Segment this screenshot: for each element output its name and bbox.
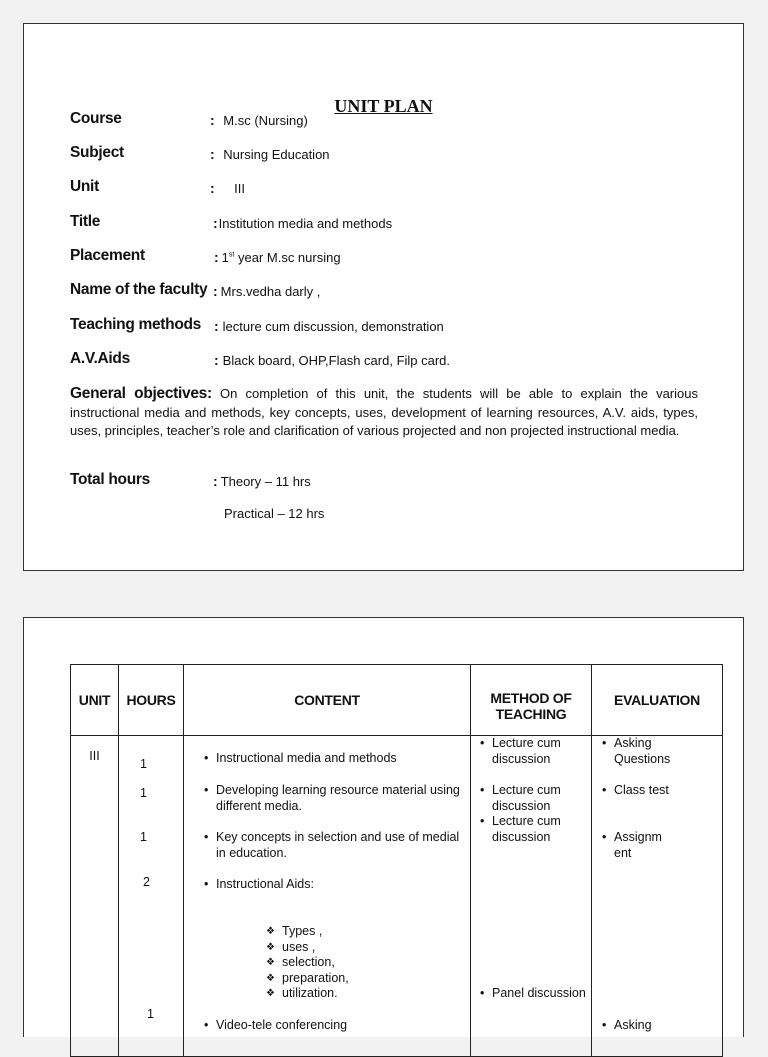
field-value: Practical – 12 hrs (224, 506, 325, 521)
list-item: • Asking Questions (600, 736, 688, 767)
field-value: : 1st year M.sc nursing (214, 249, 341, 265)
page-title: UNIT PLAN (334, 96, 433, 116)
list-item: • Lecture cum discussion (478, 736, 587, 767)
unit-plan-table-page (23, 617, 744, 1037)
list-item: ❖ preparation, (266, 971, 349, 987)
unit-plan-table (70, 664, 723, 1057)
field-value: : Theory – 11 hrs (213, 473, 311, 489)
field-label: Total hours (70, 471, 150, 488)
hours-value: 1 (140, 786, 147, 800)
field-label: Unit (70, 178, 99, 195)
table-header-row (71, 665, 723, 736)
hours-value: 2 (143, 875, 150, 889)
list-item: • Key concepts in selection and use of medial in education. (202, 830, 466, 861)
objectives-text: On completion of this unit, the students will be able to explain the various instructional media and methods, key concepts, uses, development of learning resources, A.V. aids, types, uses, principles, teacher’s role and clarification of various projected and non projected instructional media. (70, 386, 698, 438)
method-cell (471, 736, 592, 1057)
field-value: : Mrs.vedha darly , (213, 283, 321, 299)
field-value: : III (210, 180, 245, 196)
field-label: Teaching methods (70, 316, 201, 333)
header-evaluation: EVALUATION (592, 665, 723, 736)
unit-value: III (89, 749, 100, 763)
list-item: • Lecture cum discussion (478, 783, 587, 814)
general-objectives (70, 385, 698, 441)
content-cell (184, 736, 471, 1057)
hours-value: 1 (147, 1007, 154, 1021)
list-item: ❖ uses , (266, 940, 315, 956)
field-value: : Nursing Education (210, 146, 330, 162)
list-item: ❖ selection, (266, 955, 335, 971)
header-unit: UNIT (71, 665, 119, 736)
objectives-label: General objectives: (70, 385, 212, 402)
list-item: ❖ utilization. (266, 986, 338, 1002)
field-label: Subject (70, 144, 124, 161)
list-item: • Class test (600, 783, 688, 799)
header-method: METHOD OF TEACHING (471, 665, 592, 736)
hours-value: 1 (140, 757, 147, 771)
field-value: :Institution media and methods (213, 215, 393, 231)
field-label: Placement (70, 247, 145, 264)
list-item: • Instructional Aids: (202, 877, 466, 893)
list-item: • Asking (600, 1018, 688, 1034)
list-item: • Lecture cum discussion (478, 814, 587, 845)
field-label: Title (70, 213, 101, 230)
field-value: : M.sc (Nursing) (210, 112, 308, 128)
field-value: : Black board, OHP,Flash card, Filp card. (214, 352, 451, 368)
evaluation-cell (592, 736, 723, 1057)
header-content: CONTENT (184, 665, 471, 736)
list-item: • Developing learning resource material using different media. (202, 783, 466, 814)
field-label: Name of the faculty (70, 281, 208, 298)
list-item: • Instructional media and methods (202, 751, 466, 767)
hours-value: 1 (140, 830, 147, 844)
field-label: A.V.Aids (70, 350, 130, 367)
field-value: : lecture cum discussion, demonstration (214, 318, 444, 334)
list-item: ❖ Types , (266, 924, 322, 940)
field-label: Course (70, 110, 122, 127)
header-hours: HOURS (119, 665, 184, 736)
hours-cell (119, 736, 184, 1057)
unit-cell (71, 736, 119, 1057)
list-item: • Panel discussion (478, 986, 587, 1002)
table-row (71, 736, 723, 1057)
unit-plan-page (23, 23, 744, 571)
list-item: • Assignm ent (600, 830, 672, 861)
list-item: • Video-tele conferencing (202, 1018, 466, 1034)
